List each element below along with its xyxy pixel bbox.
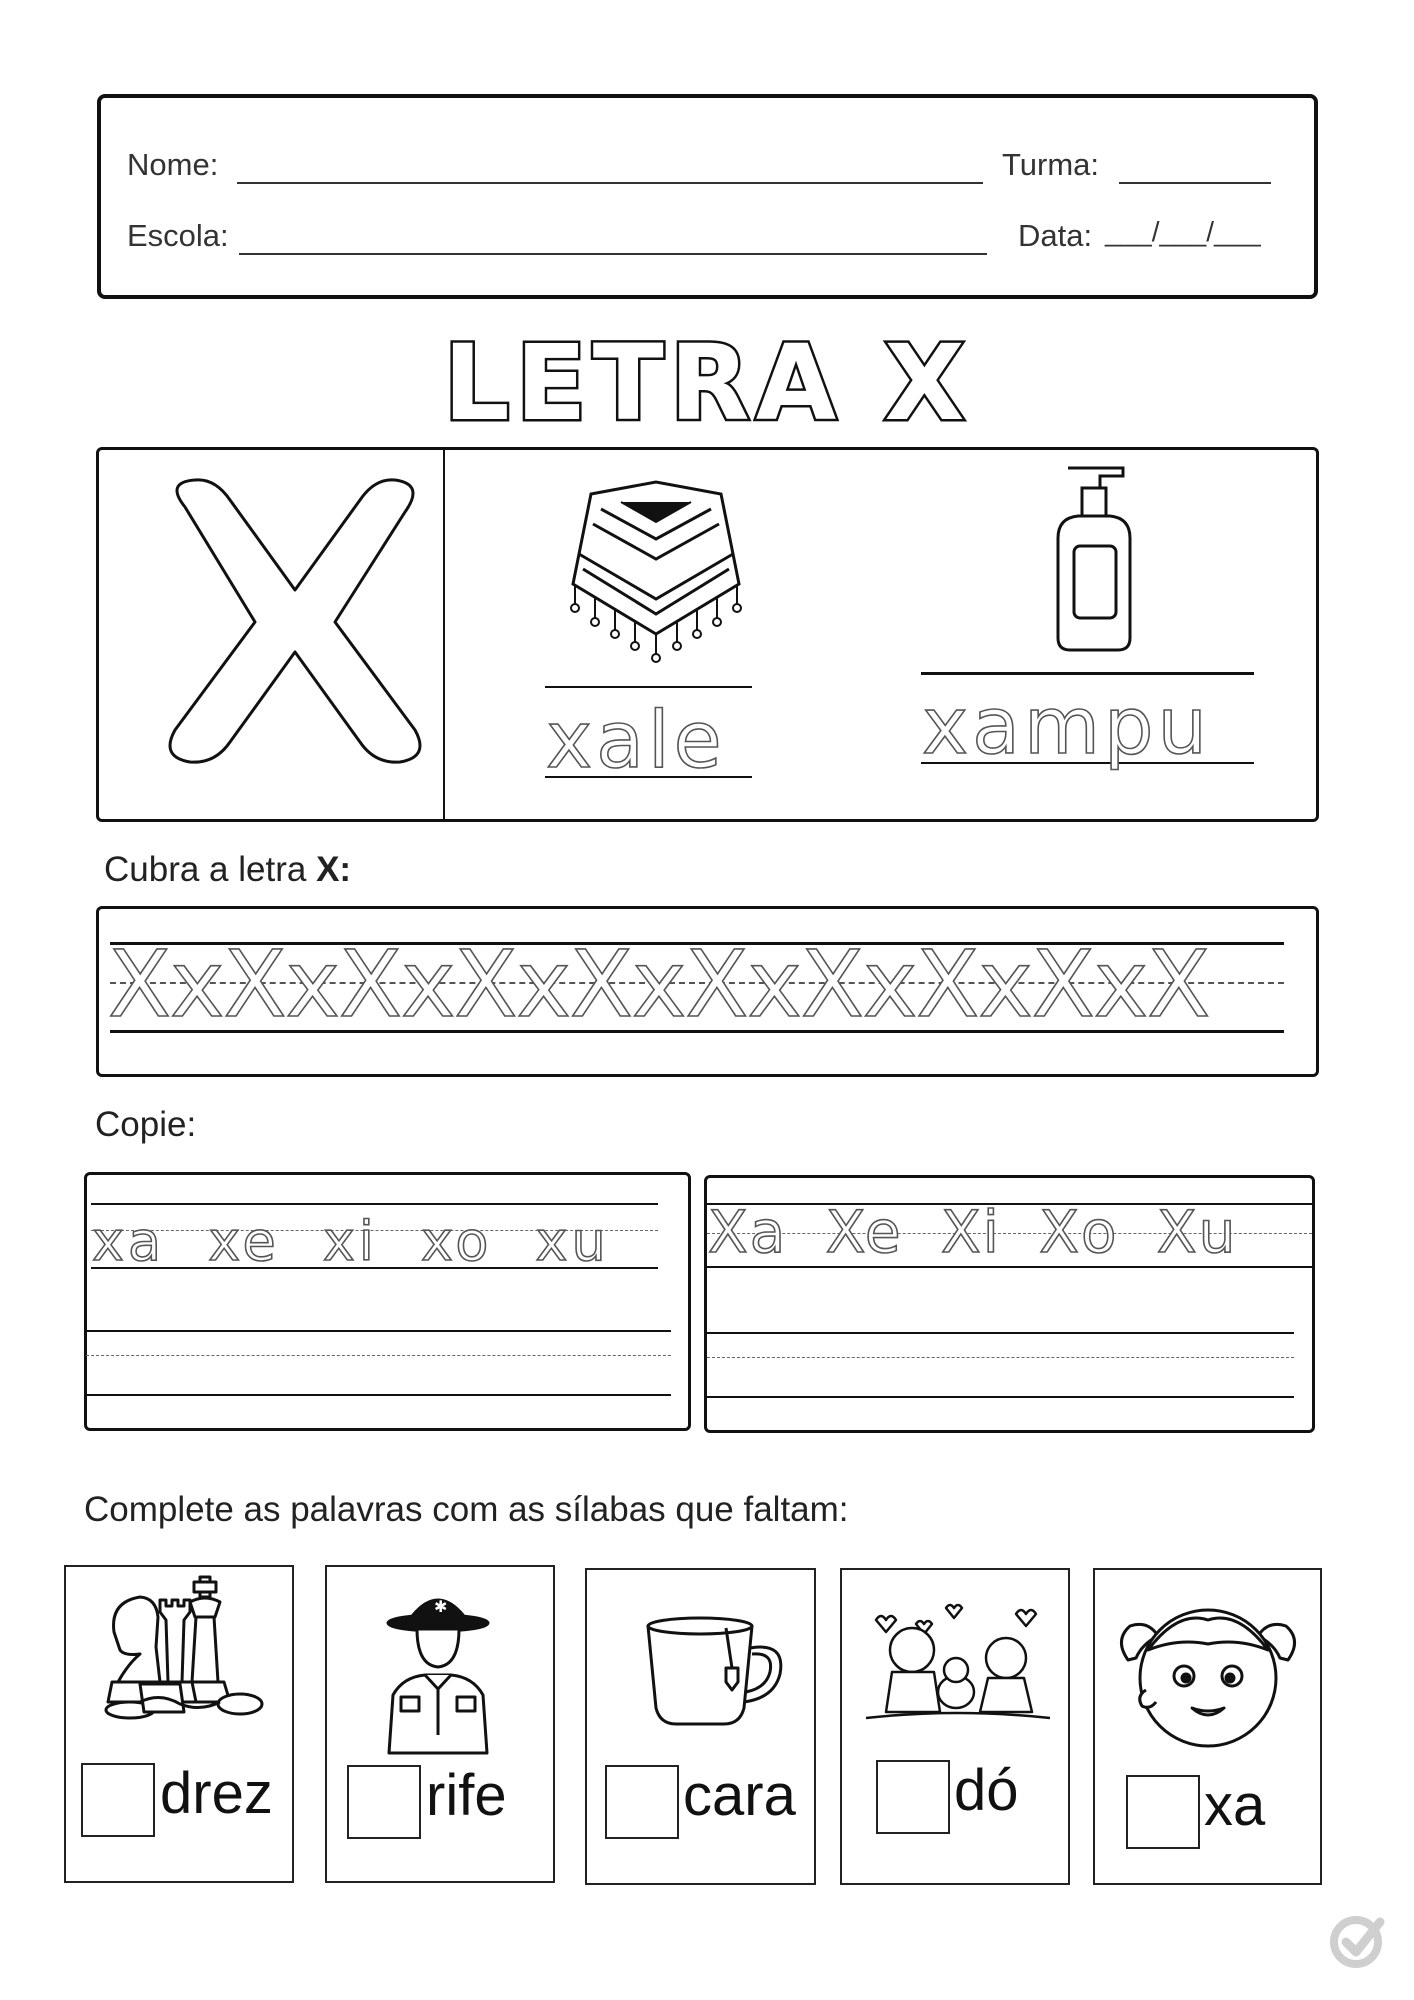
- trace-word-xampu: xampu: [922, 682, 1211, 772]
- trace-instruction-letter: X:: [316, 850, 352, 889]
- copy-uc-write-base: [707, 1396, 1294, 1398]
- trace-letter-pattern[interactable]: XxXxXxXxXxXxXxXxXxX: [108, 931, 1210, 1038]
- copy-uc-base: [707, 1266, 1312, 1268]
- word-line-xampu: [921, 672, 1254, 675]
- word-suffix-2: rife: [426, 1763, 507, 1828]
- page-title: LETRA X: [443, 322, 971, 444]
- name-label: Nome:: [127, 147, 219, 182]
- copy-uppercase-model: Xa Xe Xi Xo Xu: [708, 1198, 1238, 1266]
- word-line-xale: [545, 686, 752, 688]
- copy-uc-write-mid: [707, 1357, 1294, 1358]
- chess-pieces-icon: [100, 1572, 270, 1722]
- syllable-box-5[interactable]: [1126, 1775, 1200, 1849]
- girl-face-icon: [1108, 1590, 1308, 1750]
- checkmark-logo-icon: [1328, 1910, 1390, 1972]
- copy-lc-write-mid: [86, 1355, 671, 1356]
- big-letter-x-icon: [145, 472, 445, 772]
- name-field[interactable]: [237, 182, 983, 184]
- class-label: Turma:: [1002, 147, 1100, 182]
- trace-word-xale: xale: [546, 696, 726, 786]
- syllable-box-1[interactable]: [81, 1763, 155, 1837]
- word-suffix-5: xa: [1204, 1773, 1266, 1838]
- copy-uc-write-top[interactable]: [707, 1332, 1294, 1334]
- word-suffix-3: cara: [683, 1763, 796, 1828]
- copy-lowercase-model: xa xe xi xo xu: [92, 1210, 610, 1273]
- school-field[interactable]: [239, 253, 987, 255]
- copy-lc-top: [91, 1203, 658, 1205]
- trace-instruction: [104, 850, 351, 890]
- copy-lc-write-top[interactable]: [86, 1330, 671, 1332]
- sheriff-icon: [383, 1585, 493, 1760]
- svg-text:✱: ✱: [434, 1597, 448, 1616]
- shampoo-bottle-icon: [1038, 458, 1148, 658]
- syllable-box-3[interactable]: [605, 1765, 679, 1839]
- copy-instruction: Copie:: [95, 1105, 197, 1144]
- shawl-icon: [561, 474, 751, 674]
- class-field[interactable]: [1119, 182, 1271, 184]
- syllable-box-4[interactable]: [876, 1760, 950, 1834]
- word-suffix-1: drez: [160, 1761, 273, 1826]
- syllable-box-2[interactable]: [347, 1765, 421, 1839]
- word-suffix-4: dó: [954, 1758, 1019, 1823]
- date-field[interactable]: ___/___/___: [1105, 216, 1261, 247]
- copy-lc-write-base: [86, 1394, 671, 1396]
- teacup-icon: [640, 1612, 790, 1732]
- trace-instruction-text: Cubra a letra: [104, 850, 317, 889]
- student-info-box: [97, 94, 1318, 299]
- complete-instruction: Complete as palavras com as sílabas que faltam:: [84, 1490, 849, 1529]
- date-label: Data:: [1018, 218, 1093, 253]
- school-label: Escola:: [127, 218, 229, 253]
- children-playing-icon: [856, 1600, 1056, 1730]
